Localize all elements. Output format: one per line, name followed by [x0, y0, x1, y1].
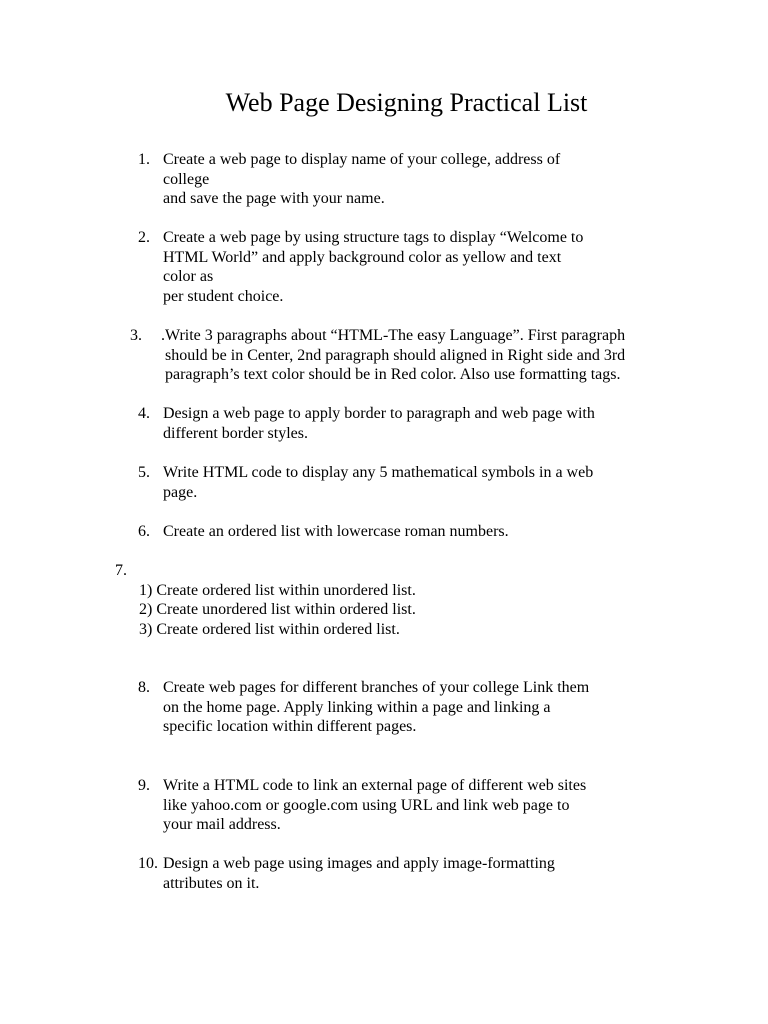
item-number: 8. [138, 679, 150, 696]
item-number: 4. [138, 405, 150, 422]
item-number: 10. [138, 855, 158, 872]
item-text-line: Create a web page to display name of your college, address of [163, 151, 561, 168]
item-text-line: color as [163, 268, 214, 286]
item-text-line: different border styles. [163, 424, 308, 442]
item-text-line: paragraph’s text color should be in Red color. Also use formatting tags. [165, 366, 621, 384]
item-text-line: Write HTML code to display any 5 mathematical symbols in a web [163, 464, 594, 481]
item-text-line: per student choice. [163, 287, 284, 305]
item-text-line: Write a HTML code to link an external page of different web sites [163, 777, 587, 794]
item-text-line: should be in Center, 2nd paragraph should aligned in Right side and 3rd [165, 346, 626, 364]
item-text-line: 2) Create unordered list within ordered list. [139, 601, 416, 619]
item-text-line: and save the page with your name. [163, 190, 385, 208]
item-text-line: attributes on it. [163, 874, 260, 892]
item-text-line: page. [163, 483, 198, 501]
item-text-line: 3) Create ordered list within ordered list. [139, 620, 400, 638]
item-number: 7. [115, 562, 127, 579]
item-text-line: Create a web page by using structure tags to display “Welcome to [163, 229, 584, 246]
item-number: 9. [138, 777, 150, 794]
item-number: 6. [138, 523, 150, 540]
item-number: 3. [130, 327, 142, 344]
item-text-line: Create web pages for different branches of your college Link them [163, 679, 590, 696]
item-text-line: .Write 3 paragraphs about “HTML-The easy Language”. First paragraph [161, 327, 626, 344]
item-text-line: Design a web page using images and apply image-formatting [163, 855, 555, 872]
item-text-line: your mail address. [163, 816, 281, 834]
item-text-line: Design a web page to apply border to paragraph and web page with [163, 405, 595, 422]
item-number: 5. [138, 464, 150, 481]
item-text-line: 1) Create ordered list within unordered list. [139, 581, 416, 599]
item-text-line: like yahoo.com or google.com using URL and link web page to [163, 796, 570, 814]
item-number: 1. [138, 151, 150, 168]
item-text-line: college [163, 170, 210, 188]
item-text-line: specific location within different pages. [163, 718, 417, 736]
item-text-line: Create an ordered list with lowercase roman numbers. [163, 523, 509, 540]
item-number: 2. [138, 229, 150, 246]
item-text-line: HTML World” and apply background color as yellow and text [163, 248, 562, 266]
page-title: Web Page Designing Practical List [225, 88, 588, 117]
item-text-line: on the home page. Apply linking within a page and linking a [163, 698, 551, 716]
